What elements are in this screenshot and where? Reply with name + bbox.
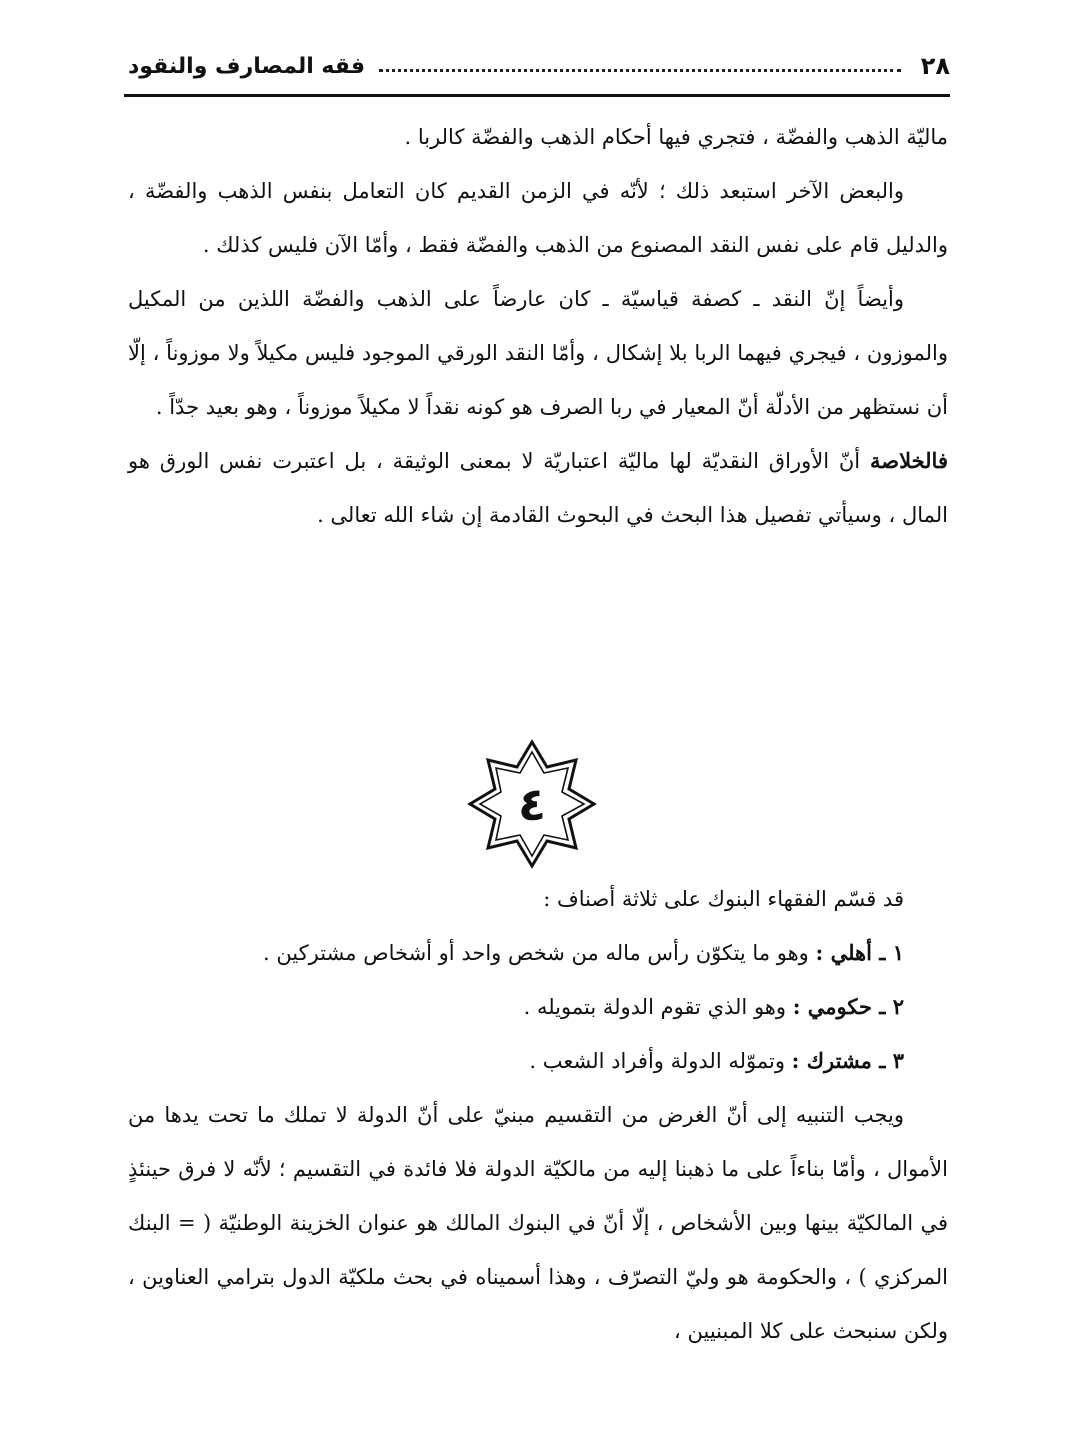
paragraph-2: والبعض الآخر استبعد ذلك ؛ لأنّه في الزمن القديم كان التعامل بنفس الذهب والفضّة ، والدليل قام على نفس النقد المصنوع من الذهب والفضّة فقط ، وأمّا الآن فليس كذلك . [128, 179, 948, 257]
header-rule [124, 94, 950, 97]
list-item-text: وتموّله الدولة وأفراد الشعب . [529, 1049, 792, 1073]
conclusion-term: فالخلاصة [869, 448, 948, 473]
paragraph-3: وأيضاً إنّ النقد ـ كصفة قياسيّة ـ كان عارضاً على الذهب والفضّة اللذين من المكيل والموزون ، فيجري فيهما الربا بلا إشكال ، وأمّا النقد الورقي الموجود فليس مكيلاً ولا موزوناً ، إلّا أن نستظهر من الأدلّة أنّ المعيار في ربا الصرف هو كونه نقداً لا مكيلاً موزوناً ، وهو بعيد جدّاً . [128, 287, 948, 419]
paragraph-1: ماليّة الذهب والفضّة ، فتجري فيها أحكام الذهب والفضّة كالربا . [404, 125, 948, 149]
list-item-term: مشترك : [791, 1048, 872, 1073]
running-header [128, 42, 950, 90]
list-item-text: وهو ما يتكوّن رأس ماله من شخص واحد أو أشخاص مشتركين . [262, 941, 816, 965]
paragraph-last: ويجب التنبيه إلى أنّ الغرض من التقسيم مبنيّ على أنّ الدولة لا تملك ما تحت يدها من الأموال ، وأمّا بناءاً على ما ذهبنا إليه من مالكيّة الدولة فلا فائدة في التقسيم ؛ لأنّه لا فرق حينئذٍ في المالكيّة بينها وبين الأشخاص ، إلّا أنّ في البنوك المالك هو عنوان الخزينة الوطنيّة ( = البنك المركزي ) ، والحكومة هو وليّ التصرّف ، وهذا أسميناه في بحث ملكيّة الدول بترامي العناوين ، ولكن سنبحث على كلا المبنيين ، [128, 1103, 948, 1343]
paragraph-4-text: أنّ الأوراق النقديّة لها ماليّة اعتباريّة لا بمعنى الوثيقة ، بل اعتبرت نفس الورق هو المال ، وسيأتي تفصيل هذا البحث في البحوث القادمة إن شاء الله تعالى . [128, 449, 948, 527]
list-intro: قد قسّم الفقهاء البنوك على ثلاثة أصناف : [543, 887, 904, 911]
list-item-number: ٢ ـ [871, 994, 904, 1019]
list-item [128, 1034, 948, 1088]
list-item [128, 980, 948, 1034]
list-item [128, 926, 948, 980]
section-marker [466, 738, 598, 870]
list-item-number: ١ ـ [871, 940, 904, 965]
list-item-term: حكومي : [792, 994, 872, 1019]
book-title: فقه المصارف والنقود [128, 53, 365, 79]
paragraph-4 [128, 434, 948, 542]
section-number: ٤ [517, 777, 547, 831]
list-item-text: وهو الذي تقوم الدولة بتمويله . [523, 995, 793, 1019]
page-number: ٢٨ [920, 52, 950, 80]
text-block-top [128, 110, 948, 542]
text-block-bottom [128, 872, 948, 1358]
list-item-number: ٣ ـ [871, 1048, 904, 1073]
header-dot-leader [379, 69, 901, 72]
list-item-term: أهلي : [815, 940, 872, 965]
